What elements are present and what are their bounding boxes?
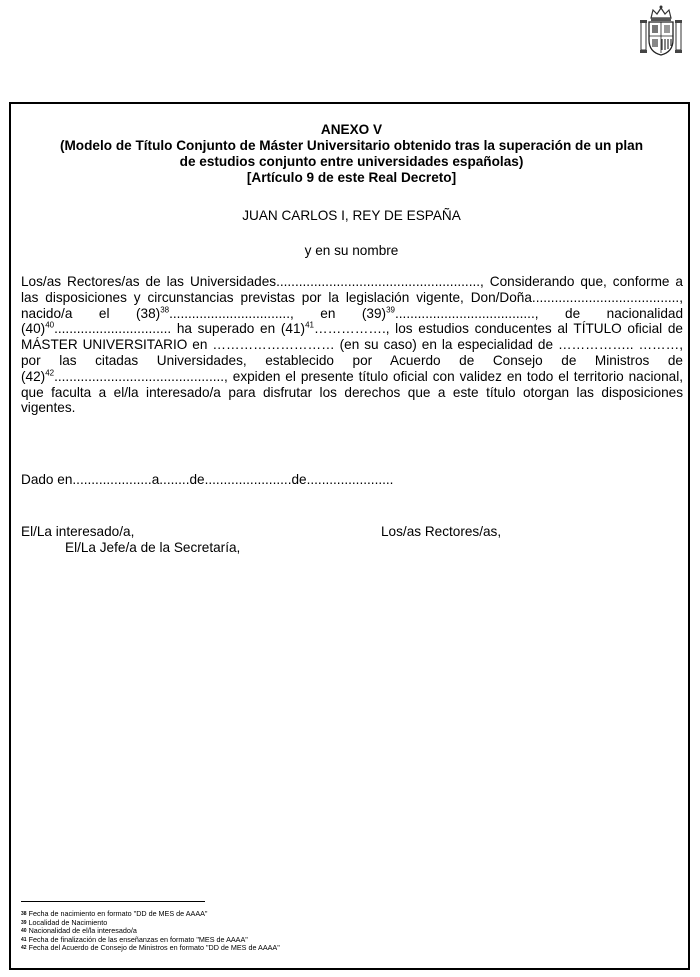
annex-header <box>11 122 692 186</box>
footnote-ref-39: 39 <box>386 305 395 315</box>
signature-block-left <box>21 524 240 556</box>
body-segment-4: ............................... ha superado en (41) <box>54 321 306 337</box>
body-segment-2: ................................, en (39) <box>169 305 387 321</box>
annex-subtitle-line2: de estudios conjunto entre universidades españolas) <box>179 154 524 169</box>
body-segment-6: ............................................., expiden el presente título oficial con validez en todo el territorio nacional, que faculta a el/la interesado/a para disfrutar los derechos que a este título otorgan las disposiciones vigentes. <box>21 368 683 416</box>
body-segment-1: Los/as Rectores/as de las Universidades......................................................, Considerando que, conforme a las disposiciones y circunstancias previstas por la legislación vigente, Don/Doña......................................., nacido/a el (38) <box>21 274 683 321</box>
on-behalf-line: y en su nombre <box>304 243 399 258</box>
footnote-ref-38: 38 <box>160 305 170 315</box>
footnotes <box>21 910 280 953</box>
annex-subtitle-line1: (Modelo de Título Conjunto de Máster Universitario obtenido tras la superación de un plan <box>59 138 644 153</box>
footnote-ref-41: 41 <box>305 320 314 330</box>
footnote-ref-40: 40 <box>45 320 55 330</box>
footnote-item: $^{38}$ Fecha de nacimiento en formato "DD de MES de AAAA" <box>21 909 208 918</box>
body-segment-3: ....................................., de nacionalidad (40) <box>21 305 684 337</box>
title-body-paragraph <box>21 274 683 416</box>
signature-secretary: El/La Jefe/a de la Secretaría, <box>65 540 241 555</box>
annex-article: [Artículo 9 de este Real Decreto] <box>246 170 457 185</box>
annex-title: ANEXO V <box>320 122 383 137</box>
footnote-ref-42: 42 <box>45 368 55 378</box>
signature-interested: El/La interesado/a, <box>21 524 135 539</box>
body-segment-5: ……………., los estudios conducentes al TÍTULO oficial de MÁSTER UNIVERSITARIO en ……………………… (en su caso) en la especialidad de …………….. ………, por las citadas Universidades, establecido por Acuerdo de Consejo de Ministros de (42) <box>21 321 683 384</box>
dado-en-line: Dado en.....................a........de.......................de....................... <box>21 472 394 487</box>
footnote-item: $^{41}$ Fecha de finalización de las enseñanzas en formato "MES de AAAA" <box>21 934 248 944</box>
signature-rectors: Los/as Rectores/as, <box>381 524 502 539</box>
king-line: JUAN CARLOS I, REY DE ESPAÑA <box>242 208 461 223</box>
footnote-divider <box>21 901 205 902</box>
footnote-item: $^{40}$ Nacionalidad de el/la interesado/a <box>21 926 137 936</box>
coat-of-arms-icon <box>638 4 684 58</box>
annex-document-frame <box>9 102 690 970</box>
footnote-item: $^{39}$ Localidad de Nacimiento <box>21 917 108 927</box>
footnote-item: $^{42}$ Fecha del Acuerdo de Consejo de Ministros en formato "DD de MES de AAAA" <box>21 943 280 953</box>
